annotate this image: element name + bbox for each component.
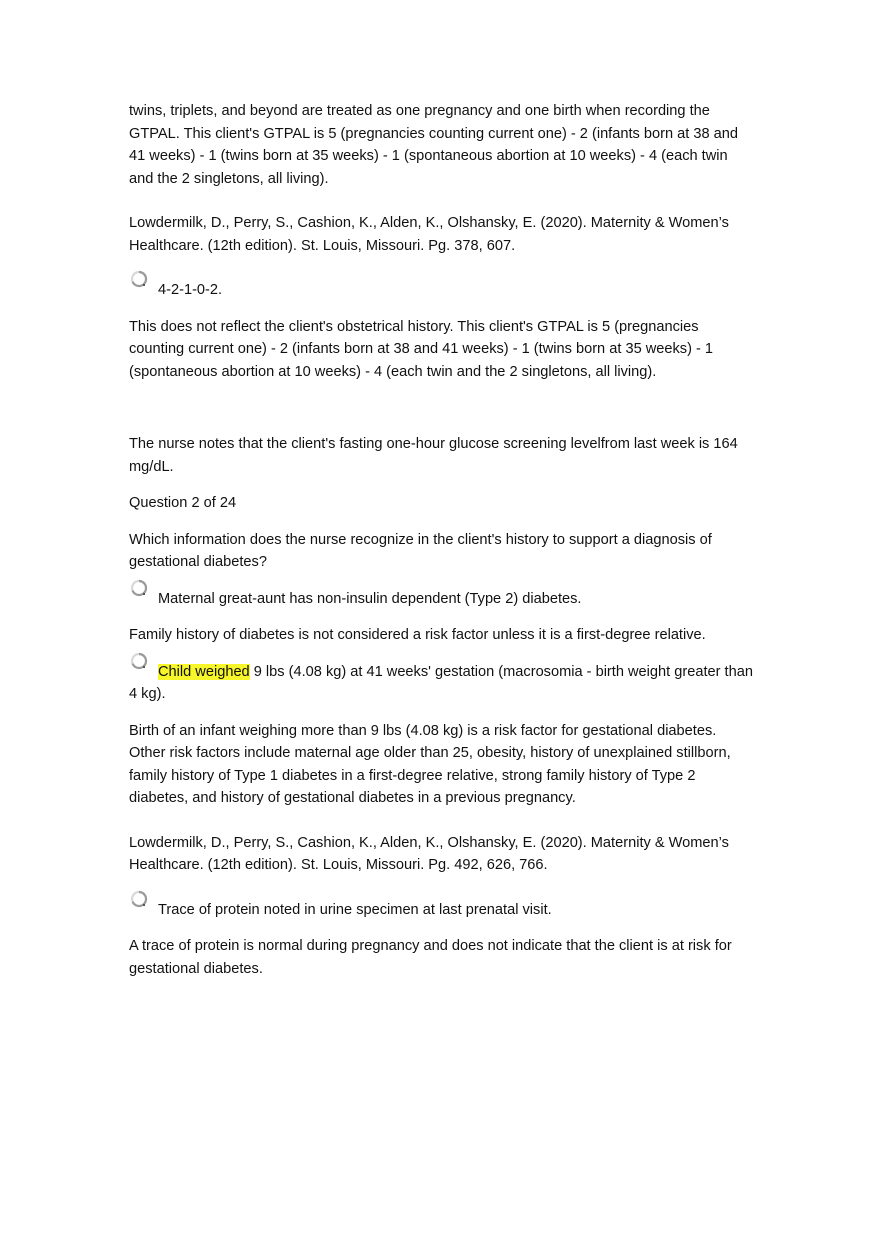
radio-spinner-icon <box>130 579 148 597</box>
reference-citation-2: Lowdermilk, D., Perry, S., Cashion, K., Alden, K., Olshansky, E. (2020). Maternity & Women’s Healthcare. (12th edition). St. Louis, Missouri. Pg. 492, 626, 766. <box>129 834 729 873</box>
answer-option-3[interactable] <box>129 899 754 922</box>
option-1-text: Maternal great-aunt has non-insulin dependent (Type 2) diabetes. <box>158 590 582 607</box>
answer-option-1[interactable] <box>129 588 754 611</box>
highlighted-text: Child weighed <box>158 663 250 680</box>
option-a-feedback: This does not reflect the client's obstetrical history. This client's GTPAL is 5 (pregnancies counting current one) - 2 (infants born at 38 and 41 weeks) - 1 (twins born at 35 weeks) - 1 (spontaneous abortion at 10 weeks) - 4 (each twin and the 2 singletons, all living). <box>129 318 714 380</box>
answer-option-a[interactable] <box>129 279 754 302</box>
question-number: Question 2 of 24 <box>129 495 237 511</box>
option-3-text: Trace of protein noted in urine specimen at last prenatal visit. <box>158 901 552 918</box>
answer-option-2[interactable] <box>129 661 754 706</box>
option-2-feedback: Birth of an infant weighing more than 9 lbs (4.08 kg) is a risk factor for gestational diabetes. Other risk factors include maternal age older than 25, obesity, history of unexplained stillborn, family history of Type 1 diabetes in a first-degree relative, strong family history of Type 2 diabetes, and history of gestational diabetes in a previous pregnancy. <box>129 722 731 806</box>
radio-spinner-icon <box>130 890 148 908</box>
question-stem: Which information does the nurse recognize in the client's history to support a diagnosis of gestational diabetes? <box>129 531 712 570</box>
option-1-feedback: Family history of diabetes is not considered a risk factor unless it is a first-degree relative. <box>129 627 706 643</box>
option-2-text: 9 lbs (4.08 kg) at 41 weeks' gestation (macrosomia - birth weight greater than 4 kg). <box>129 663 753 702</box>
scenario-text: The nurse notes that the client's fasting one-hour glucose screening levelfrom last week is 164 mg/dL. <box>129 436 738 475</box>
radio-spinner-icon <box>130 270 148 288</box>
radio-spinner-icon <box>130 652 148 670</box>
option-3-feedback: A trace of protein is normal during pregnancy and does not indicate that the client is at risk for gestational diabetes. <box>129 938 732 977</box>
option-a-text: 4-2-1-0-2. <box>158 282 223 298</box>
gtpal-explanation: twins, triplets, and beyond are treated as one pregnancy and one birth when recording the GTPAL. This client's GTPAL is 5 (pregnancies counting current one) - 2 (infants born at 38 and 41 weeks) - 1 (twins born at 35 weeks) - 1 (spontaneous abortion at 10 weeks) - 4 (each twin and the 2 singletons, all living). <box>129 103 739 187</box>
document-page <box>129 100 754 994</box>
reference-citation-1: Lowdermilk, D., Perry, S., Cashion, K., Alden, K., Olshansky, E. (2020). Maternity & Women’s Healthcare. (12th edition). St. Louis, Missouri. Pg. 378, 607. <box>129 215 729 254</box>
